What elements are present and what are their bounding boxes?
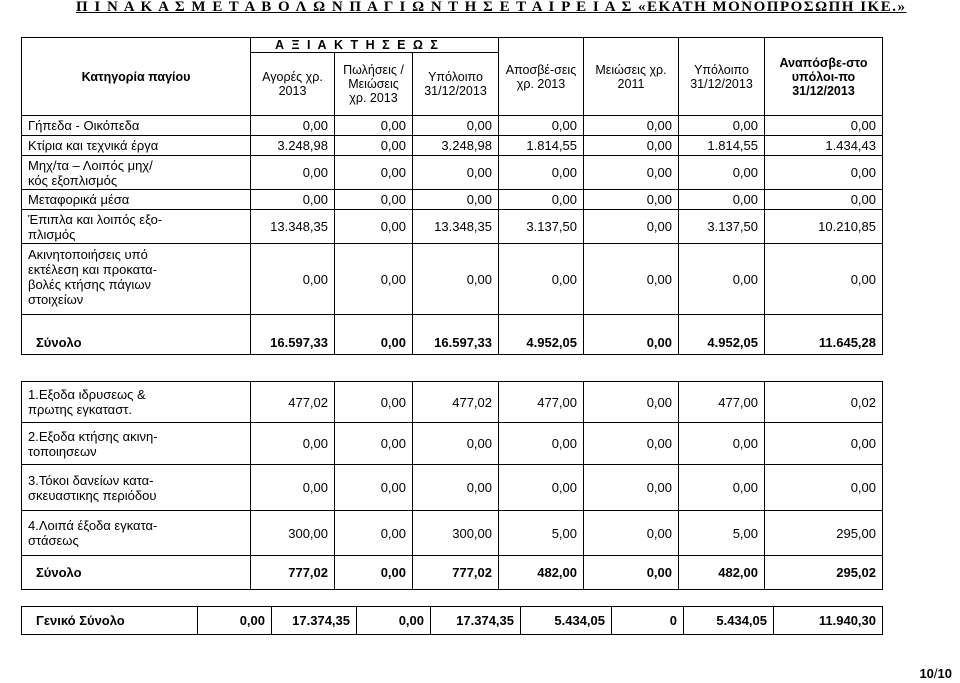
cell: 0,00 (499, 156, 584, 190)
table-row (22, 190, 883, 210)
row-label: 4.Λοιπά έξοδα εγκατα-στάσεως (22, 511, 251, 556)
cell: 0,00 (584, 382, 679, 423)
table-row (22, 210, 883, 244)
table-row (22, 511, 883, 556)
cell: 0,00 (584, 423, 679, 465)
cell: 777,02 (251, 556, 335, 590)
col-header-2: Πωλήσεις / Μειώσεις χρ. 2013 (335, 53, 413, 116)
table-row (22, 136, 883, 156)
cell: 5,00 (679, 511, 765, 556)
cell: 0,00 (335, 190, 413, 210)
grand-total-label: Γενικό Σύνολο (22, 607, 198, 635)
cell: 0,00 (499, 244, 584, 315)
cell: 482,00 (679, 556, 765, 590)
cell: 0,00 (584, 190, 679, 210)
cell: 0,00 (335, 136, 413, 156)
cell: 0,00 (251, 244, 335, 315)
row-label: 3.Τόκοι δανείων κατα-σκευαστικης περιόδου (22, 465, 251, 511)
cell: 4.952,05 (679, 315, 765, 355)
row-label: 2.Εξοδα κτήσης ακινη-τοποιησεων (22, 423, 251, 465)
cell: 0,00 (765, 244, 883, 315)
cell: 3.248,98 (251, 136, 335, 156)
cell: 0,00 (413, 156, 499, 190)
cell: 11.940,30 (774, 607, 883, 635)
cell: 0,00 (413, 116, 499, 136)
cell: 0,00 (335, 116, 413, 136)
page-number (919, 666, 952, 681)
cell: 1.434,43 (765, 136, 883, 156)
cell: 477,02 (251, 382, 335, 423)
cell: 0,00 (679, 156, 765, 190)
cell: 0 (612, 607, 684, 635)
cell: 0,00 (499, 116, 584, 136)
cell: 1.814,55 (679, 136, 765, 156)
cell: 0,00 (335, 210, 413, 244)
cell: 0,00 (335, 511, 413, 556)
cell: 16.597,33 (413, 315, 499, 355)
cell: 0,00 (584, 315, 679, 355)
establishment-expenses-table (21, 381, 883, 590)
cell: 0,00 (335, 315, 413, 355)
row-label: Γήπεδα - Οικόπεδα (22, 116, 251, 136)
cell: 0,00 (765, 190, 883, 210)
cell: 477,00 (499, 382, 584, 423)
cell: 0,00 (679, 423, 765, 465)
cell: 3.137,50 (499, 210, 584, 244)
acquisition-value-header: Α Ξ Ι Α Κ Τ Η Σ Ε Ω Σ (251, 38, 499, 53)
cell: 295,02 (765, 556, 883, 590)
cell: 13.348,35 (413, 210, 499, 244)
col-header-4: Αποσβέ-σεις χρ. 2013 (499, 38, 584, 116)
document-title: Π Ι Ν Α Κ Α Σ Μ Ε Τ Α Β Ο Λ Ω Ν Π Α Γ Ι Ω Ν Τ Η Σ Ε Τ Α Ι Ρ Ε Ι Α Σ «ΕΚΑΤΗ ΜΟΝΟΠΡΟΣΩΠΗ ΙΚΕ.» (76, 0, 907, 15)
row-label: Μηχ/τα – Λοιπός μηχ/κός εξοπλισμός (22, 156, 251, 190)
cell: 0,00 (679, 244, 765, 315)
cell: 17.374,35 (431, 607, 521, 635)
cell: 0,00 (251, 116, 335, 136)
cell: 0,00 (335, 465, 413, 511)
grand-total-table (21, 606, 883, 635)
total-label: Σύνολο (22, 556, 251, 590)
cell: 0,00 (499, 423, 584, 465)
total-row (22, 556, 883, 590)
cell: 477,00 (679, 382, 765, 423)
table-row (22, 465, 883, 511)
page-total: 10 (937, 666, 952, 681)
total-row (22, 315, 883, 355)
cell: 300,00 (251, 511, 335, 556)
cell: 0,00 (765, 156, 883, 190)
cell: 0,00 (679, 190, 765, 210)
cell: 11.645,28 (765, 315, 883, 355)
row-label: Κτίρια και τεχνικά έργα (22, 136, 251, 156)
col-header-6: Υπόλοιπο 31/12/2013 (679, 38, 765, 116)
cell: 0,00 (198, 607, 272, 635)
row-label: Ακινητοποιήσεις υπό εκτέλεση και προκατα-βολές κτήσης πάγιων στοιχείων (22, 244, 251, 315)
cell: 0,00 (251, 190, 335, 210)
table-row (22, 116, 883, 136)
cell: 0,00 (251, 465, 335, 511)
cell: 4.952,05 (499, 315, 584, 355)
table-row (22, 423, 883, 465)
cell: 5.434,05 (684, 607, 774, 635)
cell: 0,00 (679, 465, 765, 511)
cell: 0,00 (765, 423, 883, 465)
cell: 477,02 (413, 382, 499, 423)
cell: 13.348,35 (251, 210, 335, 244)
cell: 0,00 (584, 511, 679, 556)
category-header: Κατηγορία παγίου (22, 38, 251, 116)
cell: 295,00 (765, 511, 883, 556)
cell: 0,00 (765, 465, 883, 511)
cell: 0,00 (335, 423, 413, 465)
cell: 777,02 (413, 556, 499, 590)
cell: 0,00 (584, 556, 679, 590)
cell: 0,02 (765, 382, 883, 423)
fixed-assets-table (21, 37, 883, 355)
grand-total-row (22, 607, 883, 635)
col-header-1: Αγορές χρ. 2013 (251, 53, 335, 116)
cell: 5.434,05 (521, 607, 612, 635)
table-row (22, 382, 883, 423)
table-row (22, 244, 883, 315)
cell: 0,00 (357, 607, 431, 635)
cell: 300,00 (413, 511, 499, 556)
col-header-5: Μειώσεις χρ. 2011 (584, 38, 679, 116)
cell: 0,00 (584, 116, 679, 136)
row-label: Μεταφορικά μέσα (22, 190, 251, 210)
cell: 0,00 (251, 423, 335, 465)
cell: 0,00 (584, 210, 679, 244)
cell: 482,00 (499, 556, 584, 590)
cell: 16.597,33 (251, 315, 335, 355)
cell: 0,00 (584, 136, 679, 156)
cell: 0,00 (584, 465, 679, 511)
cell: 0,00 (413, 423, 499, 465)
cell: 0,00 (584, 156, 679, 190)
total-label: Σύνολο (22, 315, 251, 355)
cell: 17.374,35 (272, 607, 357, 635)
cell: 0,00 (679, 116, 765, 136)
cell: 0,00 (413, 190, 499, 210)
cell: 0,00 (499, 190, 584, 210)
table-row (22, 156, 883, 190)
cell: 5,00 (499, 511, 584, 556)
cell: 0,00 (765, 116, 883, 136)
cell: 3.137,50 (679, 210, 765, 244)
cell: 3.248,98 (413, 136, 499, 156)
cell: 0,00 (413, 465, 499, 511)
row-label: Έπιπλα και λοιπός εξο-πλισμός (22, 210, 251, 244)
cell: 10.210,85 (765, 210, 883, 244)
page-separator: / (933, 666, 938, 681)
cell: 0,00 (335, 244, 413, 315)
cell: 0,00 (335, 382, 413, 423)
page-current: 10 (919, 666, 934, 681)
cell: 0,00 (499, 465, 584, 511)
cell: 0,00 (584, 244, 679, 315)
cell: 0,00 (335, 156, 413, 190)
cell: 0,00 (251, 156, 335, 190)
row-label: 1.Εξοδα ιδρυσεως & πρωτης εγκαταστ. (22, 382, 251, 423)
cell: 0,00 (413, 244, 499, 315)
col-header-3: Υπόλοιπο 31/12/2013 (413, 53, 499, 116)
cell: 0,00 (335, 556, 413, 590)
cell: 1.814,55 (499, 136, 584, 156)
col-header-7: Αναπόσβε-στο υπόλοι-πο 31/12/2013 (765, 38, 883, 116)
